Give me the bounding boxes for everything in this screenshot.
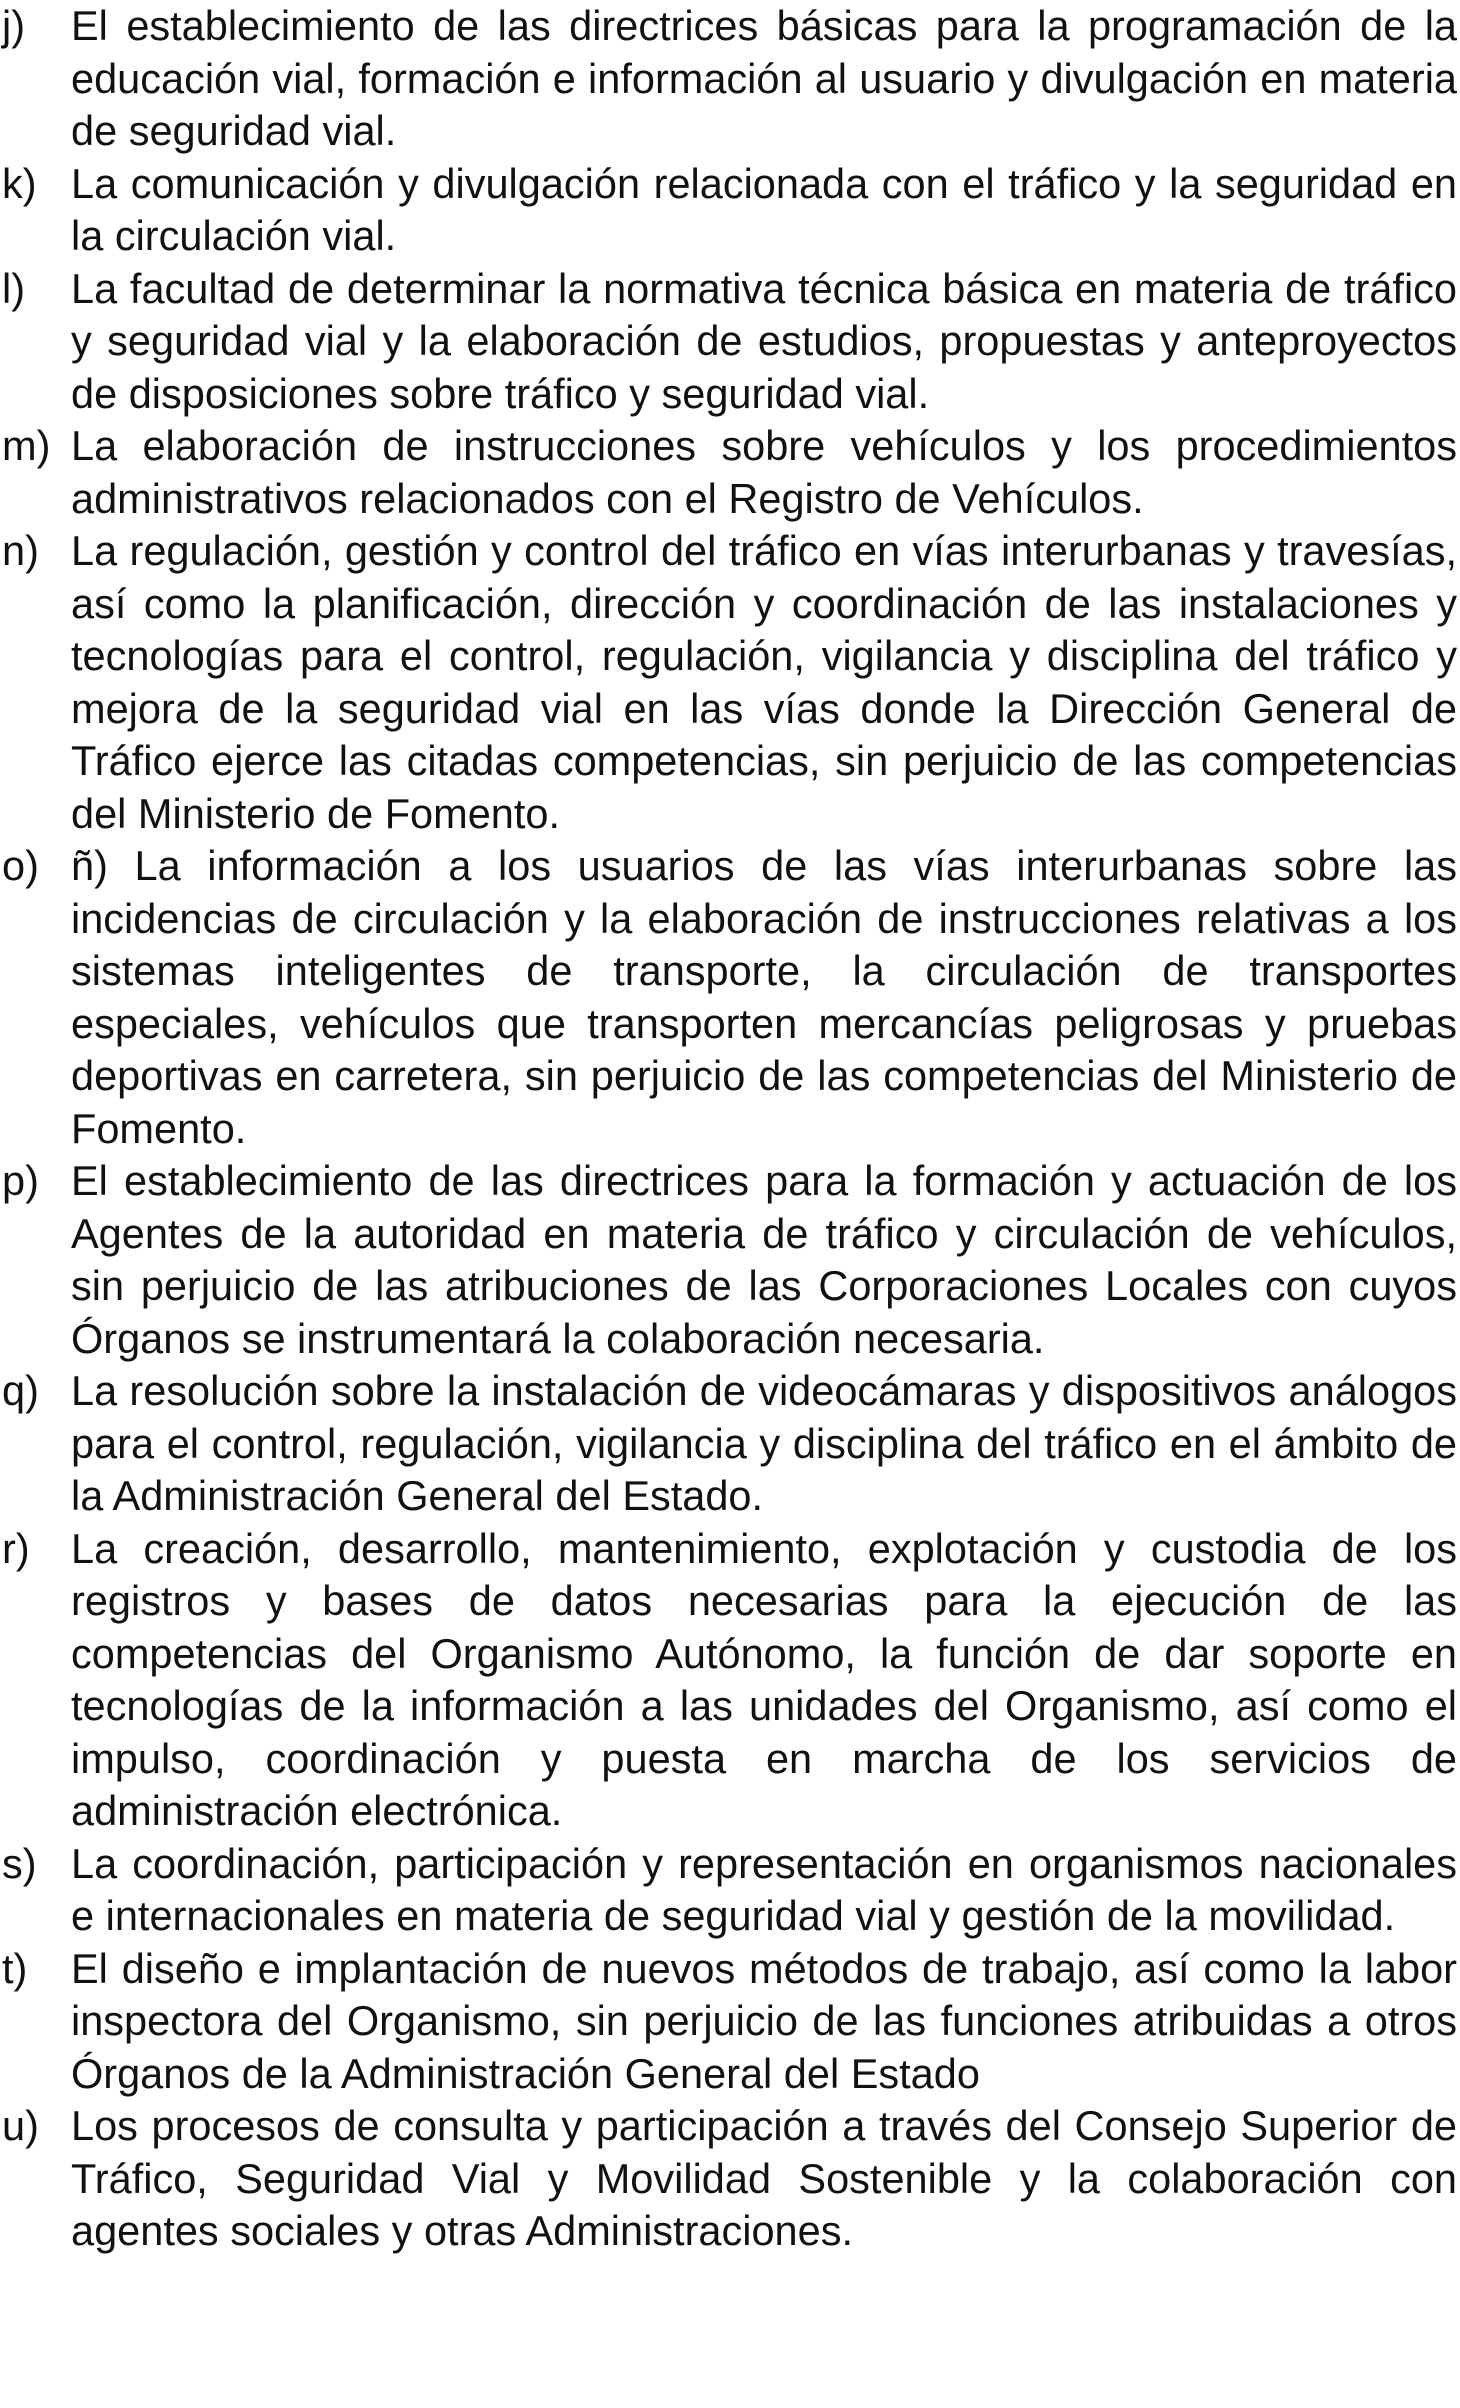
item-text: La elaboración de instrucciones sobre vehículos y los procedimientos administrativos relacionados con el Registro de Vehículos. <box>71 422 1457 522</box>
item-text: La facultad de determinar la normativa técnica básica en materia de tráfico y seguridad vial y la elaboración de estudios, propuestas y anteproyectos de disposiciones sobre tráfico y seguridad vial. <box>71 264 1457 417</box>
list-item-n <box>0 525 1460 840</box>
item-text: La resolución sobre la instalación de videocámaras y dispositivos análogos para el control, regulación, vigilancia y disciplina del tráfico en el ámbito de la Administración General del Estado. <box>71 1367 1457 1519</box>
item-letter: o) <box>2 842 39 889</box>
item-letter: t) <box>2 1944 28 1992</box>
item-text: Los procesos de consulta y participación a través del Consejo Superior de Tráfico, Seguridad Vial y Movilidad Sostenible y la colaboración con agentes sociales y otras Administraciones. <box>71 2102 1457 2254</box>
list-item-l <box>0 263 1460 421</box>
item-text: La comunicación y divulgación relacionada con el tráfico y la seguridad en la circulación vial. <box>71 159 1457 259</box>
item-text: El establecimiento de las directrices básicas para la programación de la educación vial, formación e información al usuario y divulgación en materia de seguridad vial. <box>71 2 1457 154</box>
item-letter: u) <box>2 2102 39 2149</box>
list-item-q <box>0 1365 1460 1523</box>
item-letter: l) <box>2 264 26 312</box>
list-item-u <box>0 2100 1460 2258</box>
item-letter: s) <box>2 1839 37 1887</box>
item-letter: j) <box>2 2 26 49</box>
list-item-o <box>0 840 1460 1155</box>
item-text: ñ) La información a los usuarios de las vías interurbanas sobre las incidencias de circulación y la elaboración de instrucciones relativas a los sistemas inteligentes de transporte, la circulación de transportes especiales, vehículos que transporten mercancías peligrosas y pruebas deportivas en carretera, sin perjuicio de las competencias del Ministerio de Fomento. <box>71 842 1457 1152</box>
list-item-m <box>0 420 1460 525</box>
item-text: El establecimiento de las directrices para la formación y actuación de los Agentes de la autoridad en materia de tráfico y circulación de vehículos, sin perjuicio de las atribuciones de las Corporaciones Locales con cuyos Órganos se instrumentará la colaboración necesaria. <box>71 1157 1457 1362</box>
list-item-s <box>0 1838 1460 1943</box>
item-text: La creación, desarrollo, mantenimiento, explotación y custodia de los registros y bases de datos necesarias para la ejecución de las competencias del Organismo Autónomo, la función de dar soporte en tecnologías de la información a las unidades del Organismo, así como el impulso, coordinación y puesta en marcha de los servicios de administración electrónica. <box>71 1524 1457 1834</box>
item-letter: n) <box>2 527 39 574</box>
item-letter: k) <box>2 159 37 207</box>
item-text: El diseño e implantación de nuevos métodos de trabajo, así como la labor inspectora del Organismo, sin perjuicio de las funciones atribuidas a otros Órganos de la Administración General del Estado <box>71 1944 1457 2097</box>
list-item-k <box>0 158 1460 263</box>
item-letter: r) <box>2 1524 30 1572</box>
item-text: La regulación, gestión y control del tráfico en vías interurbanas y travesías, así como la planificación, dirección y coordinación de las instalaciones y tecnologías para el control, regulación, vigilancia y disciplina del tráfico y mejora de la seguridad vial en las vías donde la Dirección General de Tráfico ejerce las citadas competencias, sin perjuicio de las competencias del Ministerio de Fomento. <box>71 527 1457 837</box>
item-text: La coordinación, participación y representación en organismos nacionales e internacionales en materia de seguridad vial y gestión de la movilidad. <box>71 1839 1457 1939</box>
item-letter: q) <box>2 1367 39 1414</box>
item-letter: p) <box>2 1157 39 1204</box>
list-item-p <box>0 1155 1460 1365</box>
item-letter: m) <box>2 422 51 469</box>
list-item-t <box>0 1943 1460 2101</box>
list-item-j <box>0 0 1460 158</box>
list-item-r <box>0 1523 1460 1838</box>
